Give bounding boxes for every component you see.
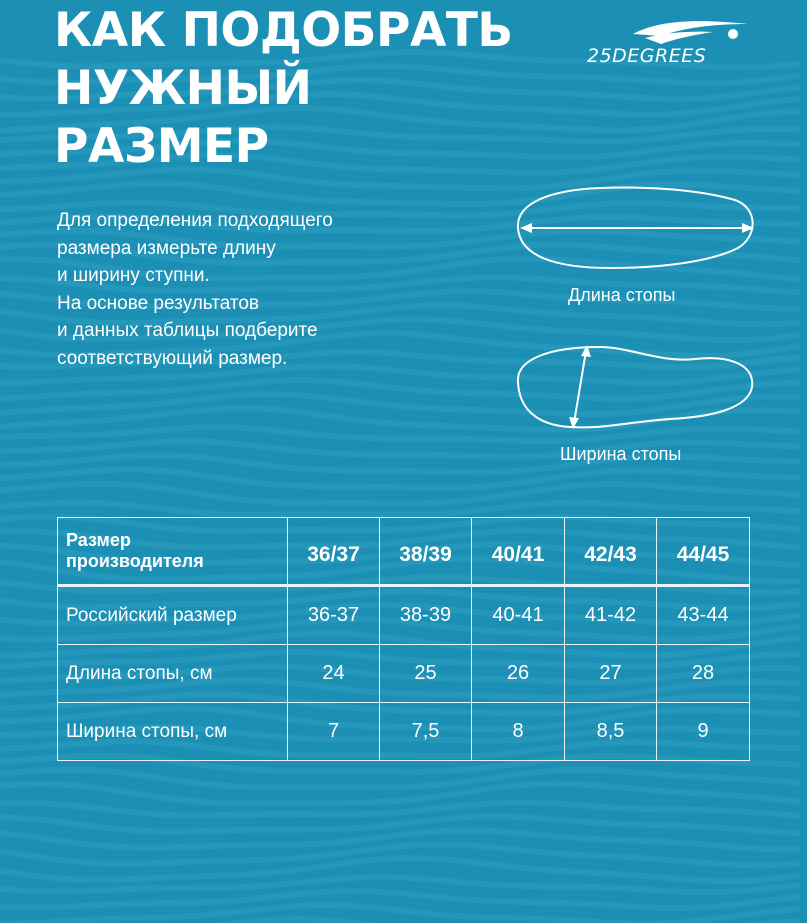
table-cell: 24 bbox=[288, 645, 380, 703]
row-label: Ширина стопы, см bbox=[58, 703, 288, 761]
intro-line: и ширину ступни. bbox=[57, 265, 210, 286]
table-cell: 40-41 bbox=[472, 586, 565, 645]
header-label-line: производителя bbox=[66, 551, 204, 571]
column-header: 40/41 bbox=[472, 518, 565, 586]
row-label: Длина стопы, см bbox=[58, 645, 288, 703]
row-label: Российский размер bbox=[58, 586, 288, 645]
foot-length-diagram-icon bbox=[510, 178, 760, 278]
table-cell: 38-39 bbox=[380, 586, 472, 645]
foot-width-diagram-icon bbox=[510, 337, 760, 437]
table-cell: 27 bbox=[565, 645, 657, 703]
title-line-2: НУЖНЫЙ bbox=[54, 61, 312, 116]
page-title bbox=[54, 2, 513, 176]
table-row bbox=[58, 645, 750, 703]
intro-text bbox=[57, 207, 333, 372]
brand-logo-text: 25DEGREES bbox=[587, 45, 707, 67]
foot-length-caption: Длина стопы bbox=[568, 285, 676, 305]
table-cell: 9 bbox=[657, 703, 750, 761]
size-table bbox=[57, 517, 750, 761]
table-cell: 41-42 bbox=[565, 586, 657, 645]
foot-width-caption: Ширина стопы bbox=[560, 444, 682, 464]
column-header: 44/45 bbox=[657, 518, 750, 586]
column-header: 42/43 bbox=[565, 518, 657, 586]
table-row bbox=[58, 586, 750, 645]
table-cell: 26 bbox=[472, 645, 565, 703]
intro-line: Для определения подходящего bbox=[57, 210, 333, 231]
wave-line bbox=[0, 816, 800, 833]
table-cell: 28 bbox=[657, 645, 750, 703]
intro-line: и данных таблицы подберите bbox=[57, 320, 318, 341]
title-line-1: КАК ПОДОБРАТЬ bbox=[54, 3, 513, 58]
column-header: 38/39 bbox=[380, 518, 472, 586]
header-label-line: Размер bbox=[66, 530, 131, 550]
table-cell: 7,5 bbox=[380, 703, 472, 761]
table-header-row bbox=[58, 518, 750, 586]
table-cell: 36-37 bbox=[288, 586, 380, 645]
intro-line: размера измерьте длину bbox=[57, 237, 276, 259]
table-cell: 8,5 bbox=[565, 703, 657, 761]
intro-line: соответствующий размер. bbox=[57, 347, 288, 369]
table-row bbox=[58, 703, 750, 761]
intro-line: На основе результатов bbox=[57, 292, 260, 314]
table-cell: 43-44 bbox=[657, 586, 750, 645]
table-cell: 25 bbox=[380, 645, 472, 703]
wave-line bbox=[0, 802, 800, 816]
table-cell: 8 bbox=[472, 703, 565, 761]
column-header: 36/37 bbox=[288, 518, 380, 586]
title-line-3: РАЗМЕР bbox=[54, 119, 269, 174]
header-label-cell bbox=[58, 518, 288, 586]
table-cell: 7 bbox=[288, 703, 380, 761]
